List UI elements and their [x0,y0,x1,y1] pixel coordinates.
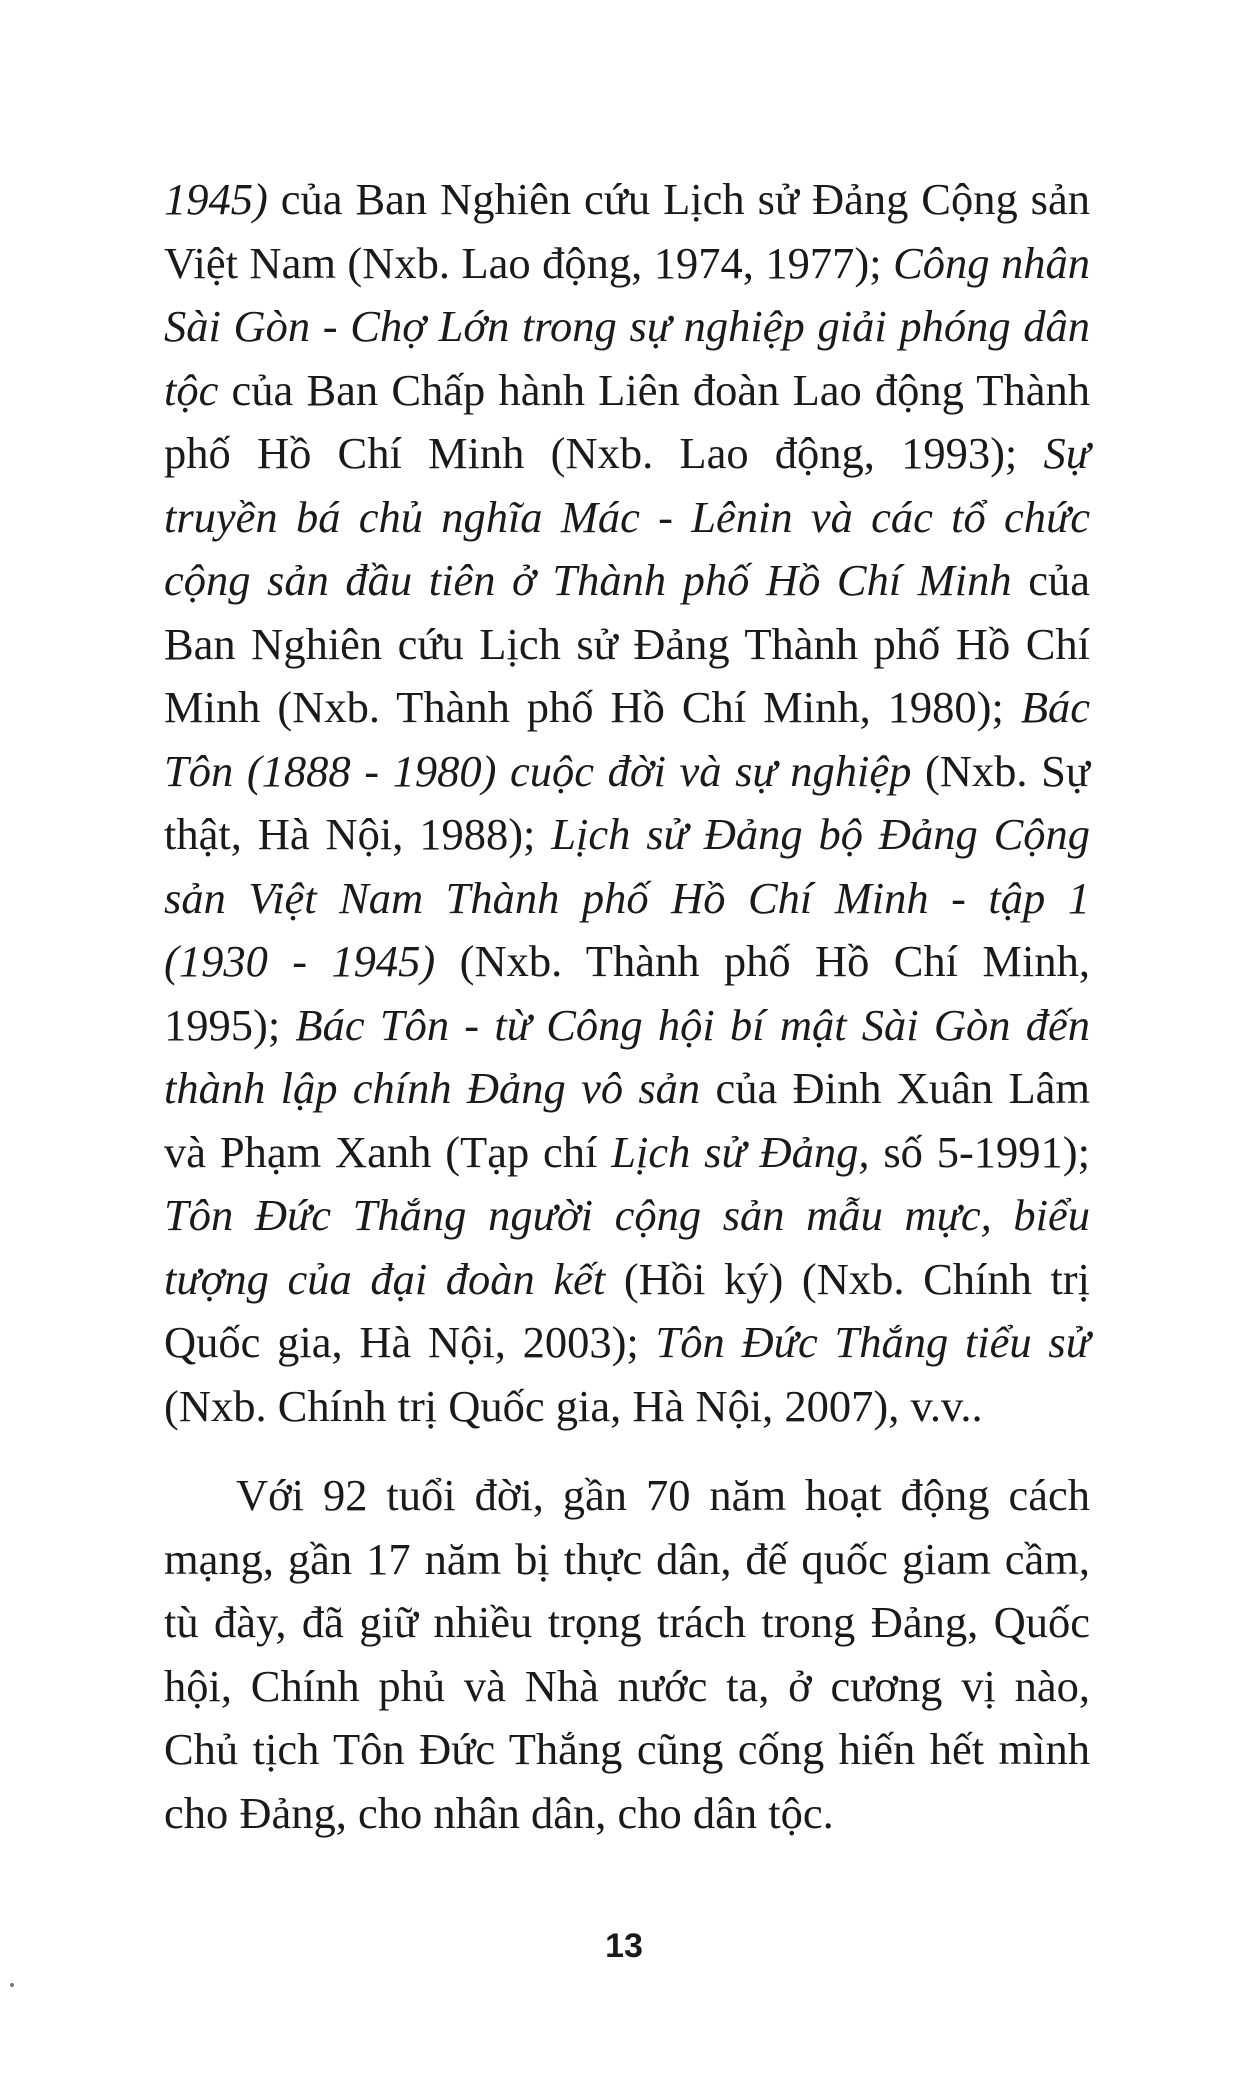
body-text [164,168,1090,1845]
text-run: của Ban Nghiên cứu Lịch sử Đảng Thành phố Hồ Chí Minh (Nxb. Thành phố Hồ Chí Minh, 1980); [164,555,1090,732]
italic-title-run: Bác Tôn - từ Công hội bí mật Sài Gòn đến thành lập chính Đảng vô sản [164,999,1091,1113]
italic-title-run: Tôn Đức Thắng tiểu sử [655,1317,1090,1367]
paragraph-references [164,168,1090,1438]
italic-title-run: Lịch sử Đảng bộ Đảng Cộng sản Việt Nam Thành phố Hồ Chí Minh - tập 1 (1930 - 1945) [164,809,1090,986]
text-run: Với 92 tuổi đời, gần 70 năm hoạt động cách mạng, gần 17 năm bị thực dân, đế quốc giam cầm, tù đày, đã giữ nhiều trọng trách trong Đảng, Quốc hội, Chính phủ và Nhà nước ta, ở cương vị nào, Chủ tịch Tôn Đức Thắng cũng cống hiến hết mình cho Đảng, cho nhân dân, cho dân tộc. [164,1470,1090,1838]
scan-speck [10,1983,14,1987]
text-run: (Nxb. Sự thật, Hà Nội, 1988); [164,745,1090,859]
italic-title-run: Bác Tôn (1888 - 1980) cuộc đời và sự nghiệp [164,682,1090,796]
text-run: của Đinh Xuân Lâm và Phạm Xanh (Tạp chí [164,1063,1090,1177]
italic-title-run: Sự truyền bá chủ nghĩa Mác - Lênin và các tổ chức cộng sản đầu tiên ở Thành phố Hồ Chí Minh [164,428,1090,605]
text-run: (Nxb. Chính trị Quốc gia, Hà Nội, 2007), v.v.. [164,1380,983,1431]
text-run: (Nxb. Thành phố Hồ Chí Minh, 1995); [164,936,1090,1050]
italic-title-run: Công nhân Sài Gòn - Chợ Lớn trong sự nghiệp giải phóng dân tộc [164,237,1090,415]
text-run: của Ban Chấp hành Liên đoàn Lao động Thành phố Hồ Chí Minh (Nxb. Lao động, 1993); [164,364,1090,478]
text-run: số 5-1991); [869,1126,1090,1177]
text-run: của Ban Nghiên cứu Lịch sử Đảng Cộng sản Việt Nam (Nxb. Lao động, 1974, 1977); [164,174,1090,288]
text-run: (Hồi ký) (Nxb. Chính trị Quốc gia, Hà Nội, 2003); [164,1253,1090,1367]
italic-title-run: 1945) [164,174,268,224]
paragraph-biography [164,1464,1090,1845]
italic-title-run: Tôn Đức Thắng người cộng sản mẫu mực, biểu tượng của đại đoàn kết [164,1190,1090,1304]
italic-title-run: Lịch sử Đảng, [611,1126,870,1177]
page-number: 13 [605,1927,643,1965]
